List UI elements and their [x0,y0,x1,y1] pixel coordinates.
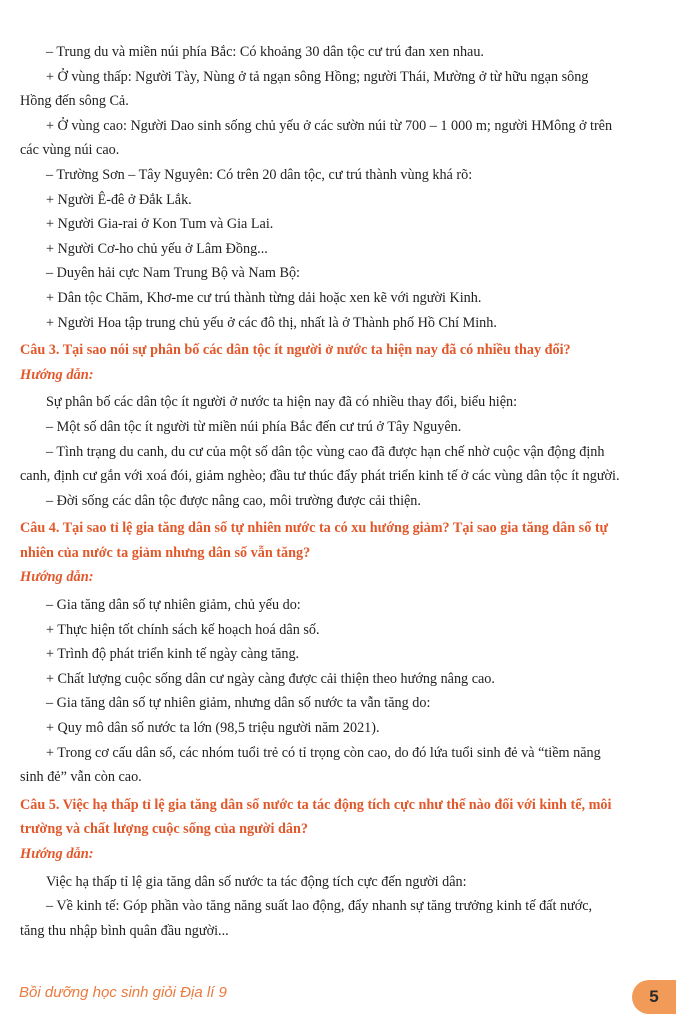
text-line: – Duyên hải cực Nam Trung Bộ và Nam Bộ: [46,265,300,282]
answer-3 [20,390,678,513]
text-line: – Một số dân tộc ít người từ miền núi phía Bắc đến cư trú ở Tây Nguyên. [46,418,462,435]
text-line: + Dân tộc Chăm, Khơ-me cư trú thành từng dải hoặc xen kẽ với người Kinh. [46,289,482,306]
guide-heading-3: Hướng dẫn: [20,366,94,383]
page-number-badge: 5 [632,980,676,1014]
text-line: + Thực hiện tốt chính sách kế hoạch hoá dân số. [46,621,320,638]
text-line: + Quy mô dân số nước ta lớn (98,5 triệu người năm 2021). [46,720,380,737]
question-5-line-1: Câu 5. Việc hạ thấp tỉ lệ gia tăng dân số nước ta tác động tích cực như thế nào đối với kinh tế, môi [20,796,612,813]
text-line: + Ở vùng cao: Người Dao sinh sống chủ yếu ở các sườn núi từ 700 – 1 000 m; người HMông ở trên [46,117,613,134]
text-line: Hồng đến sông Cả. [20,93,129,110]
guide-heading-4: Hướng dẫn: [20,569,94,586]
text-line: + Ở vùng thấp: Người Tày, Nùng ở tả ngạn sông Hồng; người Thái, Mường ở từ hữu ngạn sông [46,68,589,85]
text-line: + Trình độ phát triển kinh tế ngày càng tăng. [46,646,300,663]
question-4-line-1: Câu 4. Tại sao tỉ lệ gia tăng dân số tự nhiên nước ta có xu hướng giảm? Tại sao gia tăng dân số tự [20,520,609,537]
text-line: + Người Cơ-ho chủ yếu ở Lâm Đồng... [46,240,268,257]
text-line: – Gia tăng dân số tự nhiên giảm, nhưng dân số nước ta vẫn tăng do: [46,695,431,712]
question-4-line-2: nhiên của nước ta giảm nhưng dân số vẫn tăng? [20,544,311,561]
text-line: – Trung du và miền núi phía Bắc: Có khoảng 30 dân tộc cư trú đan xen nhau. [46,44,484,60]
question-3: Câu 3. Tại sao nói sự phân bố các dân tộc ít người ở nước ta hiện nay đã có nhiều thay đổi? [20,342,571,359]
text-line: – Gia tăng dân số tự nhiên giảm, chủ yếu do: [46,597,301,614]
answer-4 [20,593,678,790]
text-line: – Về kinh tế: Góp phần vào tăng năng suất lao động, đẩy nhanh sự tăng trưởng kinh tế đất nước, [46,898,593,915]
text-line: – Trường Sơn – Tây Nguyên: Có trên 20 dân tộc, cư trú thành vùng khá rõ: [46,166,473,183]
answer-5 [20,870,678,944]
text-line: các vùng núi cao. [20,142,120,159]
page-content [20,40,678,943]
text-line: sinh đẻ” vẫn còn cao. [20,769,142,786]
text-line: + Trong cơ cấu dân số, các nhóm tuổi trẻ có tỉ trọng còn cao, do đó lứa tuổi sinh đẻ và “tiềm năng [46,744,601,761]
text-line: Sự phân bố các dân tộc ít người ở nước ta hiện nay đã có nhiều thay đổi, biểu hiện: [46,394,518,411]
text-line: + Người Ê-đê ở Đắk Lắk. [46,191,192,208]
text-line: tăng thu nhập bình quân đầu người... [20,922,229,939]
text-line: – Đời sống các dân tộc được nâng cao, môi trường được cải thiện. [46,492,421,509]
top-section [20,40,678,335]
guide-heading-5: Hướng dẫn: [20,846,94,862]
question-5-line-2: trường và chất lượng cuộc sống của người dân? [20,821,308,838]
text-line: – Tình trạng du canh, du cư của một số dân tộc vùng cao đã được hạn chế nhờ cuộc vận động định [46,443,605,460]
text-line: + Người Hoa tập trung chủ yếu ở các đô thị, nhất là ở Thành phố Hồ Chí Minh. [46,314,497,331]
text-line: canh, định cư gắn với xoá đói, giảm nghèo; đầu tư thúc đẩy phát triển kinh tế ở các vùng dân tộc ít người. [20,468,620,485]
text-line: + Người Gia-rai ở Kon Tum và Gia Lai. [46,216,274,233]
book-title: Bồi dưỡng học sinh giỏi Địa lí 9 [19,984,227,1001]
text-line: + Chất lượng cuộc sống dân cư ngày càng được cải thiện theo hướng nâng cao. [46,670,495,687]
text-line: Việc hạ thấp tỉ lệ gia tăng dân số nước ta tác động tích cực đến người dân: [46,873,467,890]
